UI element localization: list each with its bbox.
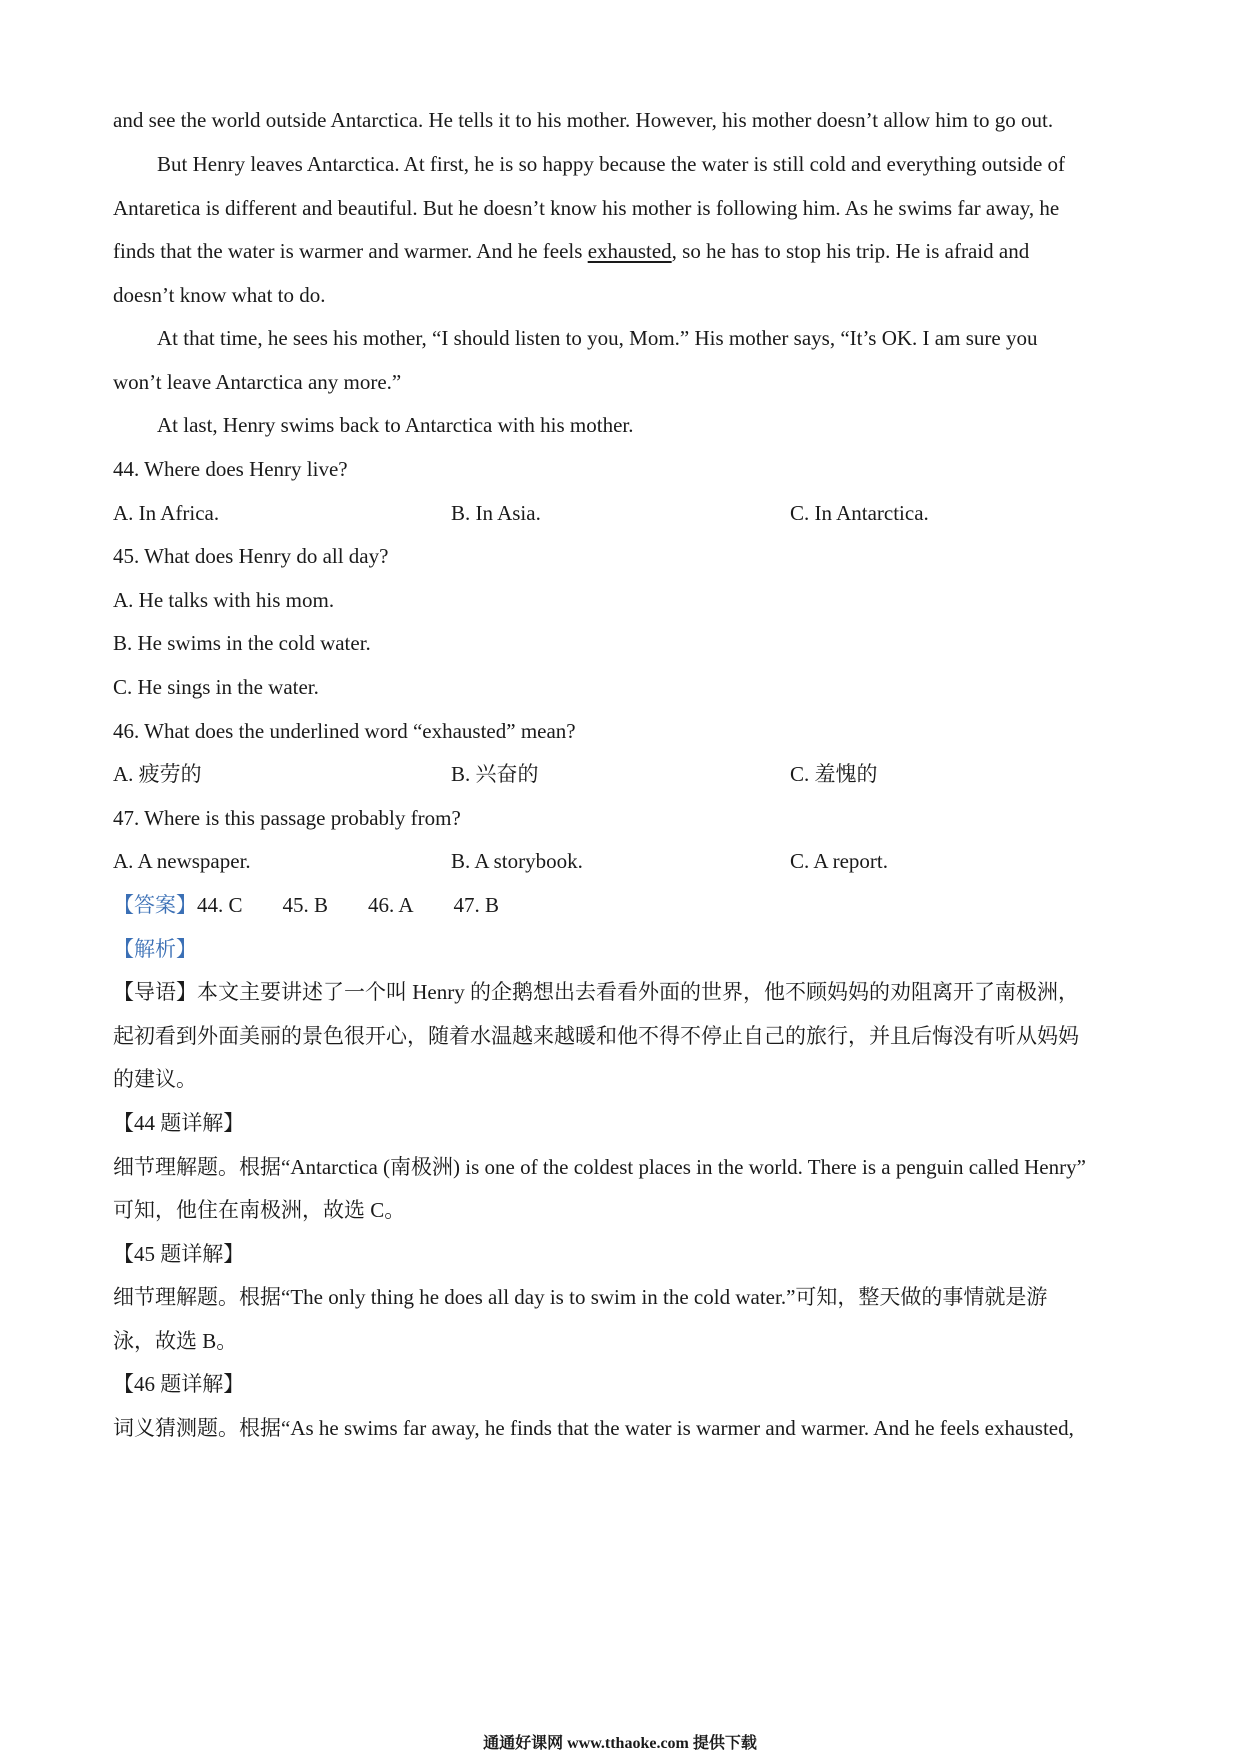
answer-label: 【答案】 bbox=[113, 893, 197, 917]
passage-line: At that time, he sees his mother, “I should listen to you, Mom.” His mother says, “It’s OK. I am sure you bbox=[157, 326, 1038, 350]
section-heading: 【45 题详解】 bbox=[113, 1242, 245, 1266]
question-stem: 46. What does the underlined word “exhausted” mean? bbox=[113, 719, 576, 743]
question-option: C. In Antarctica. bbox=[790, 501, 929, 525]
question-option: B. A storybook. bbox=[451, 849, 583, 873]
question-stem: 44. Where does Henry live? bbox=[113, 457, 348, 481]
analysis-line: 可知，他住在南极洲，故选 C。 bbox=[113, 1198, 406, 1222]
answer-item: 45. B bbox=[282, 893, 329, 917]
analysis-line: 的建议。 bbox=[113, 1067, 197, 1091]
question-stem: 47. Where is this passage probably from? bbox=[113, 806, 461, 830]
answer-item: 44. C bbox=[197, 893, 243, 917]
passage-line: won’t leave Antarctica any more.” bbox=[113, 370, 402, 394]
section-heading: 【44 题详解】 bbox=[113, 1111, 245, 1135]
analysis-line: 细节理解题。根据“Antarctica (南极洲) is one of the coldest places in the world. There is a penguin called Henry” bbox=[113, 1155, 1086, 1179]
analysis-line: 泳，故选 B。 bbox=[113, 1329, 238, 1353]
question-stem: 45. What does Henry do all day? bbox=[113, 544, 389, 568]
question-option: B. In Asia. bbox=[451, 501, 541, 525]
footer-watermark: 通通好课网 www.tthaoke.com 提供下载 bbox=[483, 1735, 757, 1752]
passage-line bbox=[113, 238, 1029, 264]
underlined-word: exhausted bbox=[587, 239, 672, 263]
section-heading: 【46 题详解】 bbox=[113, 1372, 245, 1396]
answer-item: 46. A bbox=[368, 893, 414, 917]
passage-line: At last, Henry swims back to Antarctica with his mother. bbox=[157, 413, 634, 437]
answer-item: 47. B bbox=[453, 893, 500, 917]
question-option: C. A report. bbox=[790, 849, 888, 873]
analysis-line: 【导语】本文主要讲述了一个叫 Henry 的企鹅想出去看看外面的世界，他不顾妈妈的劝阻离开了南极洲， bbox=[113, 980, 1079, 1004]
question-option: A. In Africa. bbox=[113, 501, 220, 525]
passage-text: finds that the water is warmer and warmer. And he feels bbox=[113, 239, 588, 263]
analysis-line: 起初看到外面美丽的景色很开心，随着水温越来越暖和他不得不停止自己的旅行，并且后悔没有听从妈妈 bbox=[113, 1024, 1079, 1048]
passage-line: doesn’t know what to do. bbox=[113, 283, 326, 307]
question-option: C. He sings in the water. bbox=[113, 675, 319, 699]
question-option: A. He talks with his mom. bbox=[113, 588, 335, 612]
analysis-line: 词义猜测题。根据“As he swims far away, he finds that the water is warmer and warmer. And he feels exhausted, bbox=[113, 1416, 1074, 1440]
analysis-line: 细节理解题。根据“The only thing he does all day is to swim in the cold water.”可知，整天做的事情就是游 bbox=[113, 1285, 1048, 1309]
question-option: B. He swims in the cold water. bbox=[113, 631, 371, 655]
question-option: C. 羞愧的 bbox=[790, 762, 878, 786]
answer-row bbox=[113, 892, 499, 918]
analysis-label: 【解析】 bbox=[113, 937, 197, 961]
passage-line: and see the world outside Antarctica. He tells it to his mother. However, his mother doesn’t allow him to go out. bbox=[113, 108, 1054, 132]
question-option: A. 疲劳的 bbox=[113, 762, 202, 786]
passage-line: But Henry leaves Antarctica. At first, he is so happy because the water is still cold and everything outside of bbox=[157, 152, 1066, 176]
question-option: A. A newspaper. bbox=[113, 849, 251, 873]
passage-line: Antaretica is different and beautiful. But he doesn’t know his mother is following him. As he swims far away, he bbox=[113, 196, 1060, 220]
question-option: B. 兴奋的 bbox=[451, 762, 539, 786]
passage-text: , so he has to stop his trip. He is afraid and bbox=[671, 239, 1030, 263]
